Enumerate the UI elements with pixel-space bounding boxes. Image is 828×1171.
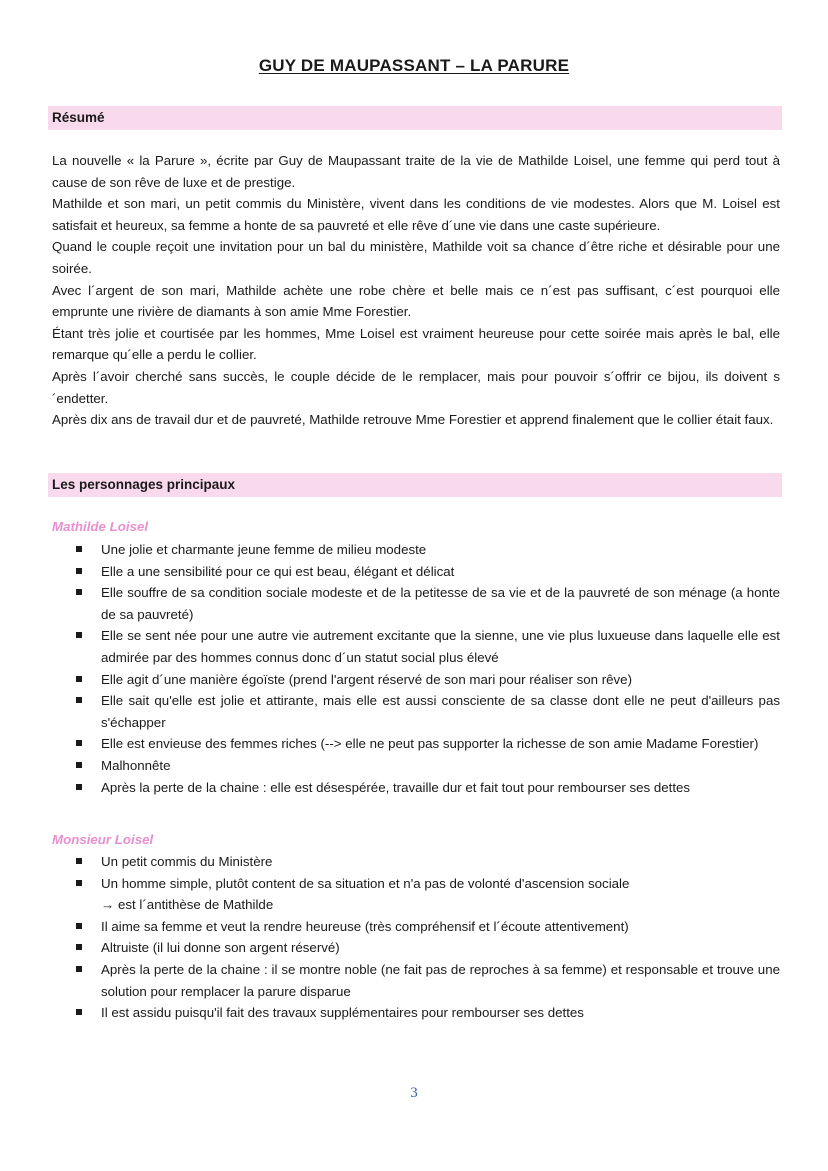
section-heading-personnages: Les personnages principaux [48, 473, 782, 497]
list-item: Il aime sa femme et veut la rendre heureuse (très compréhensif et l´écoute attentivement) [52, 916, 780, 938]
list-item: Elle souffre de sa condition sociale modeste et de la petitesse de sa vie et de la pauvreté de son ménage (a honte de sa pauvreté) [52, 582, 780, 625]
page-number: 3 [410, 1085, 418, 1101]
resume-paragraph: Mathilde et son mari, un petit commis du Ministère, vivent dans les conditions de vie modestes. Alors que M. Loisel est satisfait et heureux, sa femme a honte de sa pauvreté et elle rêve d´une vie dans une caste supérieure. [52, 196, 780, 233]
antithesis-note: → est l´antithèse de Mathilde [101, 897, 274, 913]
bullet-square-icon [76, 589, 82, 595]
resume-paragraph: Après dix ans de travail dur et de pauvreté, Mathilde retrouve Mme Forestier et apprend finalement que le collier était faux. [52, 412, 774, 428]
bullet-square-icon [76, 944, 82, 950]
character-heading-monsieur: Monsieur Loisel [52, 832, 154, 847]
list-item: Elle a une sensibilité pour ce qui est beau, élégant et délicat [52, 561, 780, 583]
list-item: Elle se sent née pour une autre vie autrement excitante que la sienne, une vie plus luxueuse dans laquelle elle est admirée par des hommes connus donc d´un statut social plus élevé [52, 625, 780, 668]
list-item: Après la perte de la chaine : elle est désespérée, travaille dur et fait tout pour rembourser ses dettes [52, 777, 780, 799]
list-item: Après la perte de la chaine : il se montre noble (ne fait pas de reproches à sa femme) et responsable et trouve une solution pour remplacer la parure disparue [52, 959, 780, 1002]
mathilde-traits-list [52, 539, 780, 798]
bullet-square-icon [76, 880, 82, 886]
bullet-square-icon [76, 762, 82, 768]
bullet-square-icon [76, 740, 82, 746]
list-item: Altruiste (il lui donne son argent réservé) [52, 937, 780, 959]
resume-paragraph: Quand le couple reçoit une invitation pour un bal du ministère, Mathilde voit sa chance d´être riche et désirable pour une soirée. [52, 239, 780, 276]
resume-text [52, 150, 780, 431]
bullet-square-icon [76, 966, 82, 972]
list-item: Malhonnête [52, 755, 780, 777]
bullet-square-icon [76, 858, 82, 864]
bullet-square-icon [76, 697, 82, 703]
bullet-square-icon [76, 1009, 82, 1015]
resume-paragraph: Étant très jolie et courtisée par les hommes, Mme Loisel est vraiment heureuse pour cette soirée mais après le bal, elle remarque qu´elle a perdu le collier. [52, 325, 780, 363]
page-title: GUY DE MAUPASSANT – LA PARURE [258, 56, 570, 75]
resume-paragraph: La nouvelle « la Parure », écrite par Guy de Maupassant traite de la vie de Mathilde Loisel, une femme qui perd tout à cause de son rêve de luxe et de prestige. [52, 153, 780, 190]
list-item: Elle est envieuse des femmes riches (--> elle ne peut pas supporter la richesse de son amie Madame Forestier) [52, 733, 780, 755]
list-item: Un homme simple, plutôt content de sa situation et n'a pas de volonté d'ascension sociale → est l´antithèse de Mathilde [52, 873, 780, 916]
list-item: Elle sait qu'elle est jolie et attirante, mais elle est aussi consciente de sa classe dont elle ne peut d'ailleurs pas s'échapper [52, 690, 780, 733]
bullet-square-icon [76, 676, 82, 682]
bullet-square-icon [76, 632, 82, 638]
resume-paragraph: Avec l´argent de son mari, Mathilde achète une robe chère et belle mais ce n´est pas suffisant, c´est pourquoi elle emprunte une rivière de diamants à son amie Mme Forestier. [52, 282, 780, 320]
section-heading-resume: Résumé [48, 106, 782, 130]
bullet-square-icon [76, 546, 82, 552]
list-item: Elle agit d´une manière égoïste (prend l'argent réservé de son mari pour réaliser son rêve) [52, 669, 780, 691]
list-item: Un petit commis du Ministère [52, 851, 780, 873]
character-heading-mathilde: Mathilde Loisel [52, 519, 149, 534]
monsieur-traits-list [52, 851, 780, 1024]
list-item: Il est assidu puisqu'il fait des travaux supplémentaires pour rembourser ses dettes [52, 1002, 780, 1024]
resume-paragraph: Après l´avoir cherché sans succès, le couple décide de le remplacer, mais pour pouvoir s´offrir ce bijou, ils doivent s´endetter. [52, 368, 780, 406]
list-item: Une jolie et charmante jeune femme de milieu modeste [52, 539, 780, 561]
bullet-square-icon [76, 568, 82, 574]
bullet-square-icon [76, 923, 82, 929]
bullet-square-icon [76, 784, 82, 790]
